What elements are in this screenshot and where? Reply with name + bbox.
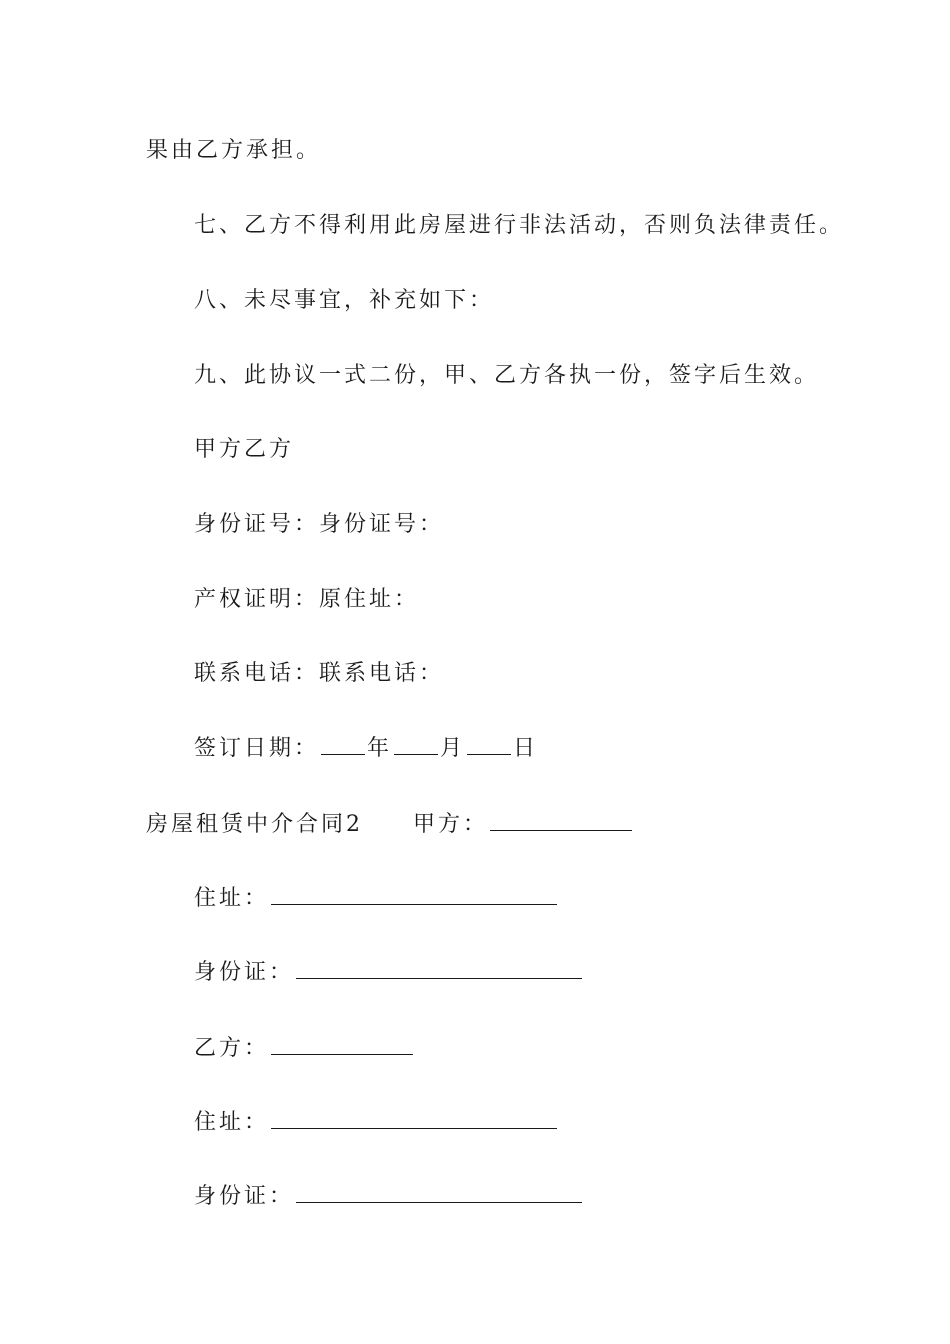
party-b-id-line	[194, 1182, 584, 1212]
id-number-line: 身份证号：身份证号：	[194, 512, 445, 537]
signing-date-line	[194, 734, 538, 764]
clause-seven: 七、乙方不得利用此房屋进行非法活动，否则负法律责任。	[194, 213, 845, 238]
party-b-line	[194, 1034, 415, 1064]
paragraph-continuation: 果由乙方承担。	[146, 138, 322, 163]
day-blank	[467, 734, 511, 755]
clause-nine: 九、此协议一式二份，甲、乙方各执一份，签字后生效。	[194, 363, 820, 388]
signing-date-label: 签订日期：	[194, 736, 320, 761]
party-a-label: 甲方：	[413, 812, 489, 837]
address-blank-a	[271, 884, 557, 905]
party-a-address-line	[194, 884, 559, 914]
party-b-address-line	[194, 1108, 559, 1138]
address-blank-b	[271, 1108, 557, 1129]
month-blank	[394, 734, 438, 755]
party-b-blank	[271, 1034, 413, 1055]
id-label-a: 身份证：	[194, 960, 295, 985]
address-label-b: 住址：	[194, 1110, 270, 1135]
month-label: 月	[440, 736, 466, 761]
year-blank	[321, 734, 365, 755]
phone-line: 联系电话：联系电话：	[194, 661, 445, 686]
address-label-a: 住址：	[194, 886, 270, 911]
party-b-label: 乙方：	[194, 1036, 270, 1061]
id-blank-a	[296, 958, 582, 979]
party-a-id-line	[194, 958, 584, 988]
day-label: 日	[513, 736, 539, 761]
year-label: 年	[367, 736, 393, 761]
party-a-blank	[490, 810, 632, 831]
property-cert-line: 产权证明：原住址：	[194, 587, 420, 612]
contract2-header-line	[146, 810, 634, 840]
clause-eight: 八、未尽事宜，补充如下：	[194, 288, 495, 313]
parties-heading: 甲方乙方	[194, 437, 295, 462]
id-blank-b	[296, 1182, 582, 1203]
id-label-b: 身份证：	[194, 1184, 295, 1209]
contract2-title: 房屋租赁中介合同2	[146, 812, 363, 837]
